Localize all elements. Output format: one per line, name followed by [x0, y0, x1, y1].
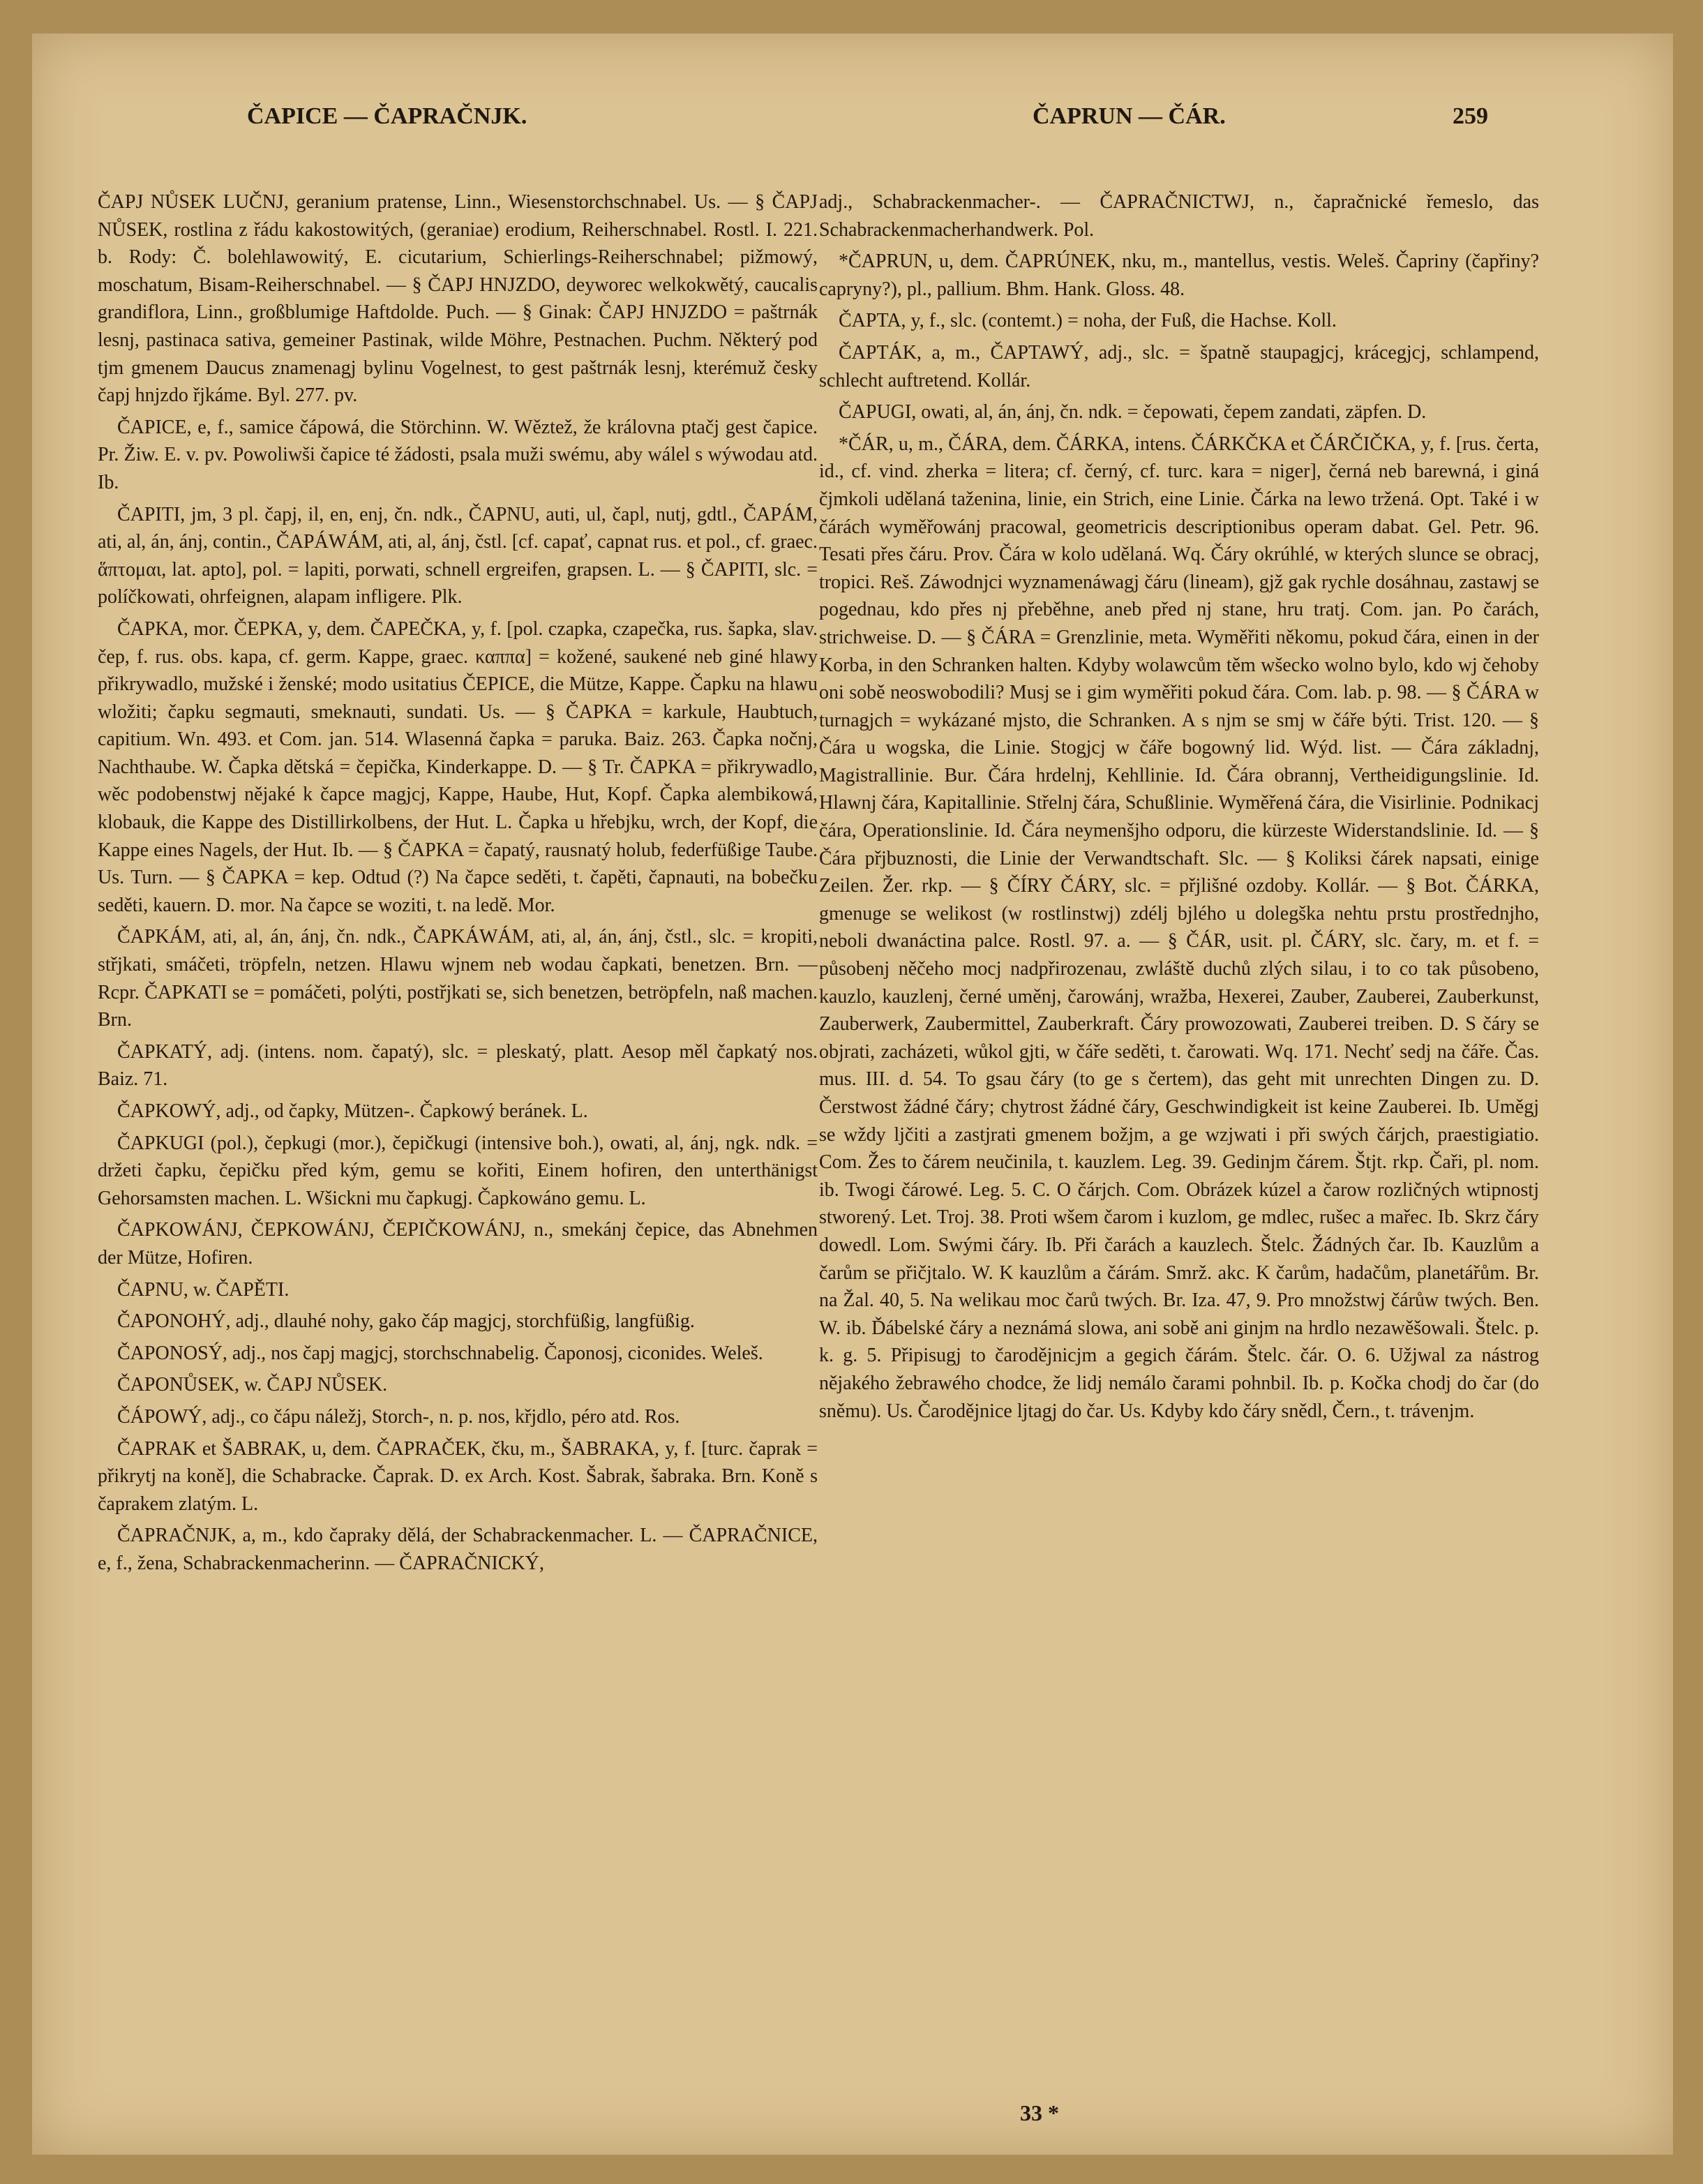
entry-capiti: ČAPITI, jm, 3 pl. čapj, il, en, enj, čn. ndk., ČAPNU, auti, ul, čapl, nutj, gdtl., ČAPÁM, ati, al, án, ánj, contin., ČAPÁWÁM, ati, al, ánj, čstl. [cf. capať, capnat rus. et pol., cf. graec. ἅπτομαι, lat. apto], pol. = lapiti, porwati, schnell ergreifen, grapsen. L. — § ČAPITI, slc. = políčkowati, ohrfeignen, alapam infligere. Plk. [98, 503, 818, 608]
running-header [32, 103, 1673, 152]
entry-capkugi: ČAPKUGI (pol.), čepkugi (mor.), čepičkugi (intensive boh.), owati, al, ánj, ngk. ndk. = držeti čapku, čepičku před kým, gemu se kořiti, Einem hofiren, den unterthänigst Gehorsamsten machen. L. Wšickni mu čapkugj. Čapkowáno gemu. L. [98, 1132, 818, 1209]
right-column [819, 188, 1539, 2114]
header-right: ČAPRUN — ČÁR. [1033, 103, 1226, 129]
entry-capka: ČAPKA, mor. ČEPKA, y, dem. ČAPEČKA, y, f. [pol. czapka, czapečka, rus. šapka, slav. čep, f. rus. obs. kapa, cf. germ. Kappe, graec. καππα] = kožené, saukené neb giné hlawy přikrywadlo, mužské i ženské; modo usitatius ČEPICE, die Mütze, Kappe. Čapku na hlawu wložiti; čapku segmauti, smeknauti, sundati. Us. — § ČAPKA = karkule, Haubtuch, capitium. Wn. 493. et Com. jan. 514. Wlasenná čapka = paruka. Baiz. 263. Čapka nočnj, Nachthaube. W. Čapka dětská = čepička, Kinderkappe. D. — § Tr. ČAPKA = přikrywadlo, wěc podobenstwj nějaké k čapce magjcj, Kappe, Haube, Hut, Kopf. Čapka alembikowá, klobauk, die Kappe des Distillirkolbens, der Hut. L. Čapka u hřebjku, wrch, der Kopf, die Kappe eines Nagels, der Hut. Ib. — § ČAPKA = čapatý, rausnatý holub, federfüßige Taube. Us. Turn. — § ČAPKA = kep. Odtud (?) Na čapce seděti, t. čapěti, čapnauti, na bobečku seděti, kauern. D. mor. Na čapce se woziti, t. na ledě. Mor. [98, 618, 818, 916]
entry-capracnicky-cont: adj., Schabrackenmacher-. — ČAPRAČNICTWJ, n., čaprаčnické řemeslo, das Schabrackenmacherhandwerk. Pol. [819, 191, 1539, 241]
header-left: ČAPICE — ČAPRAČNJK. [247, 103, 527, 129]
entry-captak: ČAPTÁK, a, m., ČAPTAWÝ, adj., slc. = špatně staupagjcj, krácegjcj, schlampend, schlecht auftretend. Kollár. [819, 341, 1539, 391]
dictionary-page [32, 33, 1673, 2155]
entry-caponosy: ČAPONOSÝ, adj., nos čapj magjcj, storchschnabelig. Čaponosj, ciconides. Weleš. [117, 1342, 763, 1364]
entry-capta: ČAPTA, y, f., slc. (contemt.) = noha, der Fuß, die Hachse. Koll. [839, 310, 1337, 332]
entry-capkaty: ČAPKATÝ, adj. (intens. nom. čapatý), slc. = pleskatý, platt. Aesop měl čapkatý nos. Baiz. 71. [98, 1040, 818, 1091]
entry-capice: ČAPICE, e, f., samice čápowá, die Störchinn. W. Wěztež, že královna ptačj gest čapice. Pr. Žiw. E. v. pv. Powoliwši čapice té žádosti, psala muži swému, aby wálel s wýwodau atd. Ib. [98, 416, 818, 493]
entry-capkowanj: ČAPKOWÁNJ, ČEPKOWÁNJ, ČEPIČKOWÁNJ, n., smekánj čepice, das Abnehmen der Mütze, Hofiren. [98, 1219, 818, 1269]
entry-caprak: ČAPRAK et ŠABRAK, u, dem. ČAPRAČEK, čku, m., ŠABRAKA, y, f. [turc. čaprak = přikrytj na koně], die Schabracke. Čaprak. D. ex Arch. Kost. Šabrak, šabraka. Brn. Koně s čaprakem zlatým. L. [98, 1437, 818, 1515]
signature-mark: 33 * [1020, 2100, 1059, 2125]
left-column [98, 188, 818, 2114]
entry-capj-nusek: ČAPJ NŮSEK LUČNJ, geranium pratense, Linn., Wiesenstorchschnabel. Us. — § ČAPJ NŮSEK, rostlina z řádu kakostowitých, (geraniae) erodium, Reiherschnabel. Rostl. I. 221. b. Rody: Č. bolehlawowitý, E. cicutarium, Schierlings-Reiherschnabel; pižmowý, moschatum, Bisam-Reiherschnabel. — § ČAPJ HNJZDO, deyworec welkokwětý, caucalis grandiflora, Linn., großblumige Haftdolde. Puch. — § Ginak: ČAPJ HNJZDO = paštrnák lesnj, pastinaca sativa, gemeiner Pastinak, wilde Möhre, Pestnachen. Puchm. Některý pod tjm gmenem Daucus znamenagj bylinu Vogelnest, to gest paštrnák lesnj, kterémuž česky čapj hnjzdo řjkáme. Byl. 277. pv. [98, 191, 818, 407]
page-number: 259 [1453, 103, 1488, 129]
entry-capugi: ČAPUGI, owati, al, án, ánj, čn. ndk. = čepowati, čepem zandati, zäpfen. D. [839, 401, 1427, 424]
entry-capnu: ČAPNU, w. ČAPĚTI. [117, 1278, 290, 1301]
entry-capracnjk: ČAPRAČNJK, a, m., kdo čapraky dělá, der Schabrackenmacher. L. — ČAPRAČNICE, e, f., žena, Schabrackenmacherinn. — ČAPRAČNICKÝ, [98, 1525, 818, 1574]
entry-caponusek: ČAPONŮSEK, w. ČAPJ NŮSEK. [117, 1374, 388, 1396]
entry-car: *ČÁR, u, m., ČÁRA, dem. ČÁRKA, intens. ČÁRKČKA et ČÁRČIČKA, y, f. [rus. čerta, id., cf. vind. zherka = litera; cf. černý, cf. turc. kara = niger], černá neb barewná, i giná čjmkoli udělaná taženina, linie, ein Strich, eine Linie. Čárka na lewo tržená. Opt. Také i w čárách wyměřowánj pracowal, geometricis descriptionibus operam dabat. Gel. Petr. 96. Tesati přes čáru. Prov. Čára w kolo udělaná. Wq. Čáry okrúhlé, w kterých slunce se obracj, tropici. Reš. Záwodnjci wyznamenáwagj čáru (lineam), gjž gak rychle dosáhnau, zastawj se pogednau, kdo přes nj přeběhne, aneb před nj stane, hru tratj. Com. jan. Po čarách, strichweise. D. — § ČÁRA = Grenzlinie, meta. Wyměřiti někomu, pokud čára, einen in der Korba, in den Schranken halten. Kdyby wolawcům těm wšecko wolno bylo, kdo wj čehoby oni sobě neoswobodili? Musj se i gim wyměřiti pokud čára. Com. lab. p. 98. — § ČÁRA w turnagjch = wykázané mjsto, die Schranken. A s njm se smj w čáře býti. Trist. 120. — § Čára u wogska, die Linie. Stogjcj w čáře bogowný lid. Wýd. list. — Čára základnj, Magistrallinie. Bur. Čára hrdelnj, Kehllinie. Id. Čára obrannj, Vertheidigungslinie. Id. Hlawnj čára, Kapitallinie. Střelnj čára, Schußlinie. Wyměřená čára, die Visirlinie. Podnikacj čára, Operationslinie. Id. Čára neymenšjho odporu, die kürzeste Widerstandslinie. Id. — § Čára přjbuznosti, die Linie der Verwandtschaft. Slc. — § Koliksi čárek napsati, einige Zeilen. Žer. rkp. — § ČÍRY ČÁRY, slc. = přjlišné ozdoby. Kollár. — § Bot. ČÁRKA, gmenuge se welikost (w rostlinstwj) zdélj bjlého u dolegška nehtu prstu prostřednjho, neboli dwanáctina palce. Rostl. 97. a. — § ČÁR, usit. pl. ČÁRY, slc. čary, m. et f. = působenj něčeho mocj nadpřirozenau, zwláště duchů zlých silau, i to co tak působeno, kauzlo, kauzlenj, černé uměnj, čarowánj, wražba, Hexerei, Zauber, Zauberei, Zauberkunst, Zauberwerk, Zaubermittel, Zauberkraft. Čáry prowozowati, Zauberei treiben. D. S čáry se objrati, zacházeti, wůkol gjti, w čáře seděti, t. čarowati. Wq. 171. Nechť sedj na čáře. Čas. mus. III. d. 54. To gsau čáry (to ge s čertem), das geht mit unrechten Dingen zu. D. Čerstwost žádné čáry; chytrost žádné čáry, Geschwindigkeit ist keine Zauberei. Ib. Uměgj se wždy ljčiti a zastjrati gmenem božjm, a ge wzjwati i při swých čárjch, praestigiatio. Com. Žes to čárem neučinila, t. kauzlem. Leg. 39. Gedinjm čárem. Štjt. rkp. Čaři, pl. nom. ib. Twogi čárowé. Leg. 5. C. O čárjch. Com. Obrázek kúzel a čarow rozličných wtipnostj stworený. Let. Troj. 38. Proti wšem čarom i kuzlom, ge mdlec, rušec a mařec. Ib. Skrz čáry dowedl. Lom. Swými čáry. Ib. Při čarách a kauzlech. Štelc. Žádných čar. Ib. Kauzlům a čarům se přičjtalo. W. K kauzlům a čárám. Smrž. akc. K čarům, hadačům, planetářům. Br. na Žal. 40, 5. Na welikau moc čarů twých. Br. Iza. 47, 9. Pro množstwj čárůw twých. Ben. W. ib. Ďábelské čáry a neznámá slowa, ani sobě ani ginjm na hrdlo nezawěšowali. Štelc. p. k. g. 5. Připisugj to čarodějnicjm a gegich čárám. Štelc. čár. O. 6. Užjwal za nástrog nějakého žebrawého chodce, že lidj nemálo čarami pohnbil. Ib. p. Kočka chodj do čar (do sněmu). Us. Čarodějnice ljtagj do čar. Us. Kdyby kdo čáry snědl, Čern., t. trávenjm. [819, 433, 1539, 1422]
entry-caprun: *ČAPRUN, u, dem. ČAPRÚNEK, nku, m., mantellus, vestis. Weleš. Čapriny (čapřiny? capryny?), pl., pallium. Bhm. Hank. Gloss. 48. [819, 250, 1539, 300]
entry-capowy: ČÁPOWÝ, adj., co čápu náležj, Storch-, n. p. nos, křjdlo, péro atd. Ros. [117, 1405, 680, 1428]
entry-caponohy: ČAPONOHÝ, adj., dlauhé nohy, gako čáp magjcj, storchfüßig, langfüßig. [117, 1310, 695, 1333]
entry-capkowy: ČAPKOWÝ, adj., od čapky, Mützen-. Čapkowý beránek. L. [117, 1100, 588, 1122]
entry-capkam: ČAPKÁM, ati, al, án, ánj, čn. ndk., ČAPKÁWÁM, ati, al, án, ánj, čstl., slc. = kropiti, střjkati, smáčeti, tröpfeln, netzen. Hlawu wjnem neb wodau čapkati, benetzen. Brn. — Rcpr. ČAPKATI se = pomáčeti, polýti, postřjkati se, sich benetzen, betröpfeln, naß machen. Brn. [98, 926, 818, 1031]
